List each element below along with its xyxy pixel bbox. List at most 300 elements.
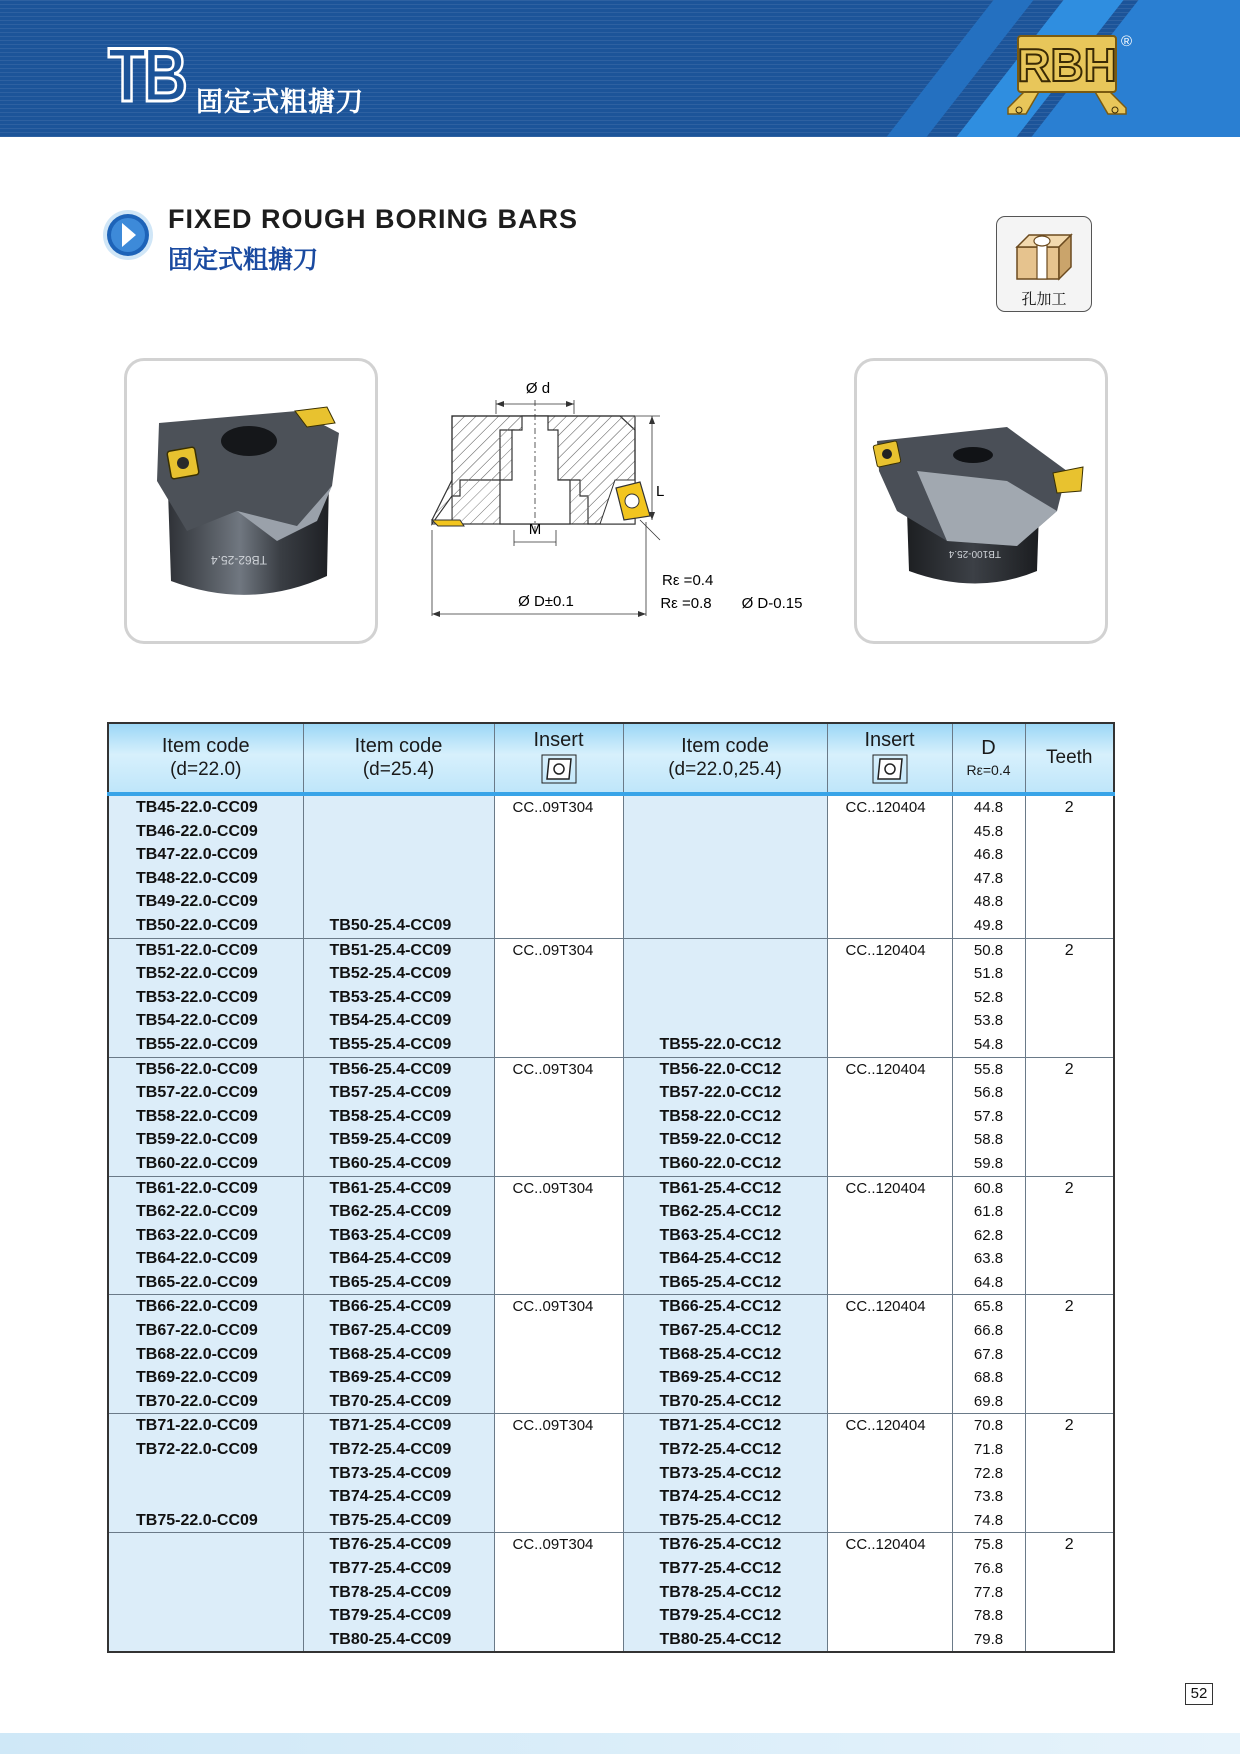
table-row	[108, 1295, 1114, 1414]
cell-value: 73.8	[973, 1488, 1004, 1506]
cell-spacer	[1026, 914, 1114, 938]
cell-spacer	[1026, 820, 1114, 844]
cell-value	[304, 796, 494, 820]
table-row	[108, 1057, 1114, 1176]
col-insert-2	[827, 1533, 952, 1652]
cell-spacer	[1026, 1081, 1114, 1105]
cell-spacer	[495, 1343, 623, 1367]
cell-value: CC..09T304	[512, 1417, 594, 1435]
col-insert-2	[827, 938, 952, 1057]
col-item-code-25	[303, 1414, 494, 1533]
col-item-code-22	[108, 1295, 303, 1414]
cell-value	[624, 1009, 827, 1033]
cell-value: TB50-25.4-CC09	[329, 916, 452, 934]
cell-spacer	[828, 1271, 952, 1295]
cell-value: 60.8	[973, 1179, 1004, 1197]
cell-value: TB52-22.0-CC09	[136, 965, 258, 983]
col-item-code-25	[303, 1057, 494, 1176]
cell-value: 74.8	[973, 1511, 1004, 1529]
cell-spacer	[1026, 1247, 1114, 1271]
cell-value: TB60-22.0-CC09	[136, 1154, 258, 1172]
cell-value: 2	[1064, 1536, 1074, 1554]
cell-value: TB69-25.4-CC09	[329, 1369, 452, 1387]
cell-value: TB77-25.4-CC09	[329, 1560, 452, 1577]
cell-value: 50.8	[973, 941, 1004, 959]
cell-value: TB55-25.4-CC09	[329, 1035, 452, 1053]
cell-spacer	[1026, 1485, 1114, 1509]
cell-value: 65.8	[973, 1298, 1004, 1316]
cell-spacer	[828, 1009, 952, 1033]
cell-spacer	[495, 890, 623, 914]
cell-spacer	[1026, 1319, 1114, 1343]
cell-value: TB70-25.4-CC09	[329, 1392, 452, 1410]
cell-value: 2	[1064, 1179, 1074, 1197]
cell-value: 46.8	[973, 846, 1004, 864]
cell-value: 48.8	[973, 893, 1004, 911]
page-number: 52	[1185, 1683, 1213, 1705]
table-row	[108, 1414, 1114, 1533]
col-insert-1	[494, 938, 623, 1057]
cell-value: TB64-22.0-CC09	[136, 1250, 258, 1268]
cell-spacer	[495, 1009, 623, 1033]
cell-value: TB54-22.0-CC09	[136, 1012, 258, 1030]
cell-value	[109, 1628, 303, 1652]
boring-bar-illustration-left	[127, 361, 375, 641]
header-c1: Item code (d=22.0)	[108, 723, 303, 794]
cell-spacer	[828, 1247, 952, 1271]
cell-value	[109, 1581, 303, 1605]
cell-value: TB52-25.4-CC09	[329, 965, 452, 983]
cell-value: TB65-25.4-CC09	[329, 1273, 452, 1291]
cell-spacer	[1026, 843, 1114, 867]
cell-value: 2	[1064, 1298, 1074, 1316]
dim-dd: Ø D±0.1	[518, 593, 574, 610]
cell-value: 66.8	[973, 1322, 1004, 1340]
badge-label: 孔加工	[1021, 291, 1067, 308]
dim-l: L	[656, 483, 665, 500]
cell-value: TB75-25.4-CC12	[659, 1511, 782, 1529]
cell-value: 56.8	[973, 1084, 1004, 1102]
cell-value: TB62-25.4-CC09	[329, 1203, 452, 1221]
cell-value: 55.8	[973, 1060, 1004, 1078]
cell-spacer	[828, 1200, 952, 1224]
cell-value: TB74-25.4-CC09	[329, 1488, 452, 1506]
cell-value: CC..09T304	[512, 1060, 594, 1078]
cell-value: TB75-22.0-CC09	[136, 1511, 258, 1529]
cell-value: 59.8	[973, 1154, 1004, 1172]
cell-value	[304, 890, 494, 914]
cell-value: TB58-25.4-CC09	[329, 1107, 452, 1125]
cell-value: TB66-25.4-CC09	[329, 1298, 452, 1316]
cell-spacer	[495, 843, 623, 867]
header-d: D Rε=0.4	[952, 723, 1025, 794]
logo-text: RBH	[1017, 39, 1117, 91]
cell-spacer	[495, 914, 623, 938]
cell-value: CC..09T304	[512, 1536, 594, 1554]
col-d	[952, 1057, 1025, 1176]
cell-value: TB49-22.0-CC09	[136, 893, 258, 911]
col-item-code-cc12	[623, 1295, 827, 1414]
cell-value: 57.8	[973, 1107, 1004, 1125]
cell-value: TB64-25.4-CC09	[329, 1250, 452, 1268]
cell-spacer	[1026, 1152, 1114, 1176]
cell-value: TB65-25.4-CC12	[659, 1273, 782, 1291]
col-item-code-25	[303, 938, 494, 1057]
cell-value: 49.8	[973, 916, 1004, 934]
cell-value: TB63-25.4-CC12	[659, 1226, 782, 1244]
cell-value: TB55-22.0-CC09	[136, 1035, 258, 1053]
cell-value: TB57-22.0-CC09	[136, 1084, 258, 1102]
cell-spacer	[495, 1271, 623, 1295]
cell-value: 63.8	[973, 1250, 1004, 1268]
cell-value: TB56-22.0-CC12	[659, 1060, 782, 1078]
cell-spacer	[495, 1033, 623, 1057]
cell-value: TB65-22.0-CC09	[136, 1273, 258, 1291]
cell-value	[109, 1533, 303, 1557]
dim-d: Ø d	[525, 380, 551, 397]
cell-value: 76.8	[973, 1560, 1004, 1577]
col-insert-2	[827, 1414, 952, 1533]
col-insert-1	[494, 1414, 623, 1533]
cell-value	[624, 796, 827, 820]
cell-spacer	[828, 890, 952, 914]
cell-spacer	[1026, 1366, 1114, 1390]
cell-spacer	[828, 962, 952, 986]
cell-value: TB72-22.0-CC09	[136, 1441, 258, 1459]
cell-spacer	[1026, 867, 1114, 891]
product-photo-left	[124, 358, 378, 644]
cell-value: CC..120404	[845, 1298, 926, 1316]
header-c2: Item code (d=25.4)	[303, 723, 494, 794]
cell-spacer	[495, 1462, 623, 1486]
cell-value: CC..120404	[845, 1060, 926, 1078]
insert-icon	[541, 754, 577, 784]
cell-value: TB53-25.4-CC09	[329, 988, 452, 1006]
cell-spacer	[828, 1462, 952, 1486]
cell-value: TB76-25.4-CC09	[329, 1536, 452, 1554]
cell-value: TB57-25.4-CC09	[329, 1084, 452, 1102]
col-d	[952, 794, 1025, 938]
cell-value: 72.8	[973, 1464, 1004, 1482]
cell-value: TB73-25.4-CC12	[659, 1464, 782, 1482]
registered-mark: ®	[1121, 33, 1133, 50]
cell-spacer	[1026, 1128, 1114, 1152]
cell-spacer	[495, 1200, 623, 1224]
col-teeth	[1025, 1414, 1114, 1533]
header-insert-2: Insert	[827, 723, 952, 794]
cell-value: CC..09T304	[512, 1298, 594, 1316]
cell-value	[624, 962, 827, 986]
col-item-code-cc12	[623, 1057, 827, 1176]
col-insert-2	[827, 1176, 952, 1295]
cell-value	[624, 843, 827, 867]
col-insert-1	[494, 794, 623, 938]
header-insert-1: Insert	[494, 723, 623, 794]
col-insert-2	[827, 794, 952, 938]
col-item-code-22	[108, 1176, 303, 1295]
cell-value: TB68-25.4-CC09	[329, 1345, 452, 1363]
cell-value	[624, 820, 827, 844]
cell-spacer	[495, 1319, 623, 1343]
cell-value: TB79-25.4-CC12	[659, 1607, 782, 1625]
cell-value: TB72-25.4-CC09	[329, 1441, 452, 1459]
cell-value: 62.8	[973, 1226, 1004, 1244]
col-insert-1	[494, 1176, 623, 1295]
cell-value: 69.8	[973, 1392, 1004, 1410]
cell-spacer	[495, 1105, 623, 1129]
cell-spacer	[495, 867, 623, 891]
cell-value: 2	[1064, 1417, 1074, 1435]
item-code-table	[107, 722, 1115, 1653]
table-row	[108, 938, 1114, 1057]
cell-value: TB80-25.4-CC12	[659, 1630, 782, 1648]
cell-value: TB70-22.0-CC09	[136, 1392, 258, 1410]
cell-value: TB58-22.0-CC09	[136, 1107, 258, 1125]
cell-spacer	[1026, 1009, 1114, 1033]
cell-value: TB50-22.0-CC09	[136, 916, 258, 934]
cell-value: 2	[1064, 941, 1074, 959]
cell-value: TB63-22.0-CC09	[136, 1226, 258, 1244]
cell-value: CC..120404	[845, 1417, 926, 1435]
cell-value: TB57-22.0-CC12	[659, 1084, 782, 1102]
cell-value: 51.8	[973, 965, 1004, 983]
cell-spacer	[828, 1319, 952, 1343]
cell-value: TB66-25.4-CC12	[659, 1298, 782, 1316]
cell-value: TB53-22.0-CC09	[136, 988, 258, 1006]
cell-value: 75.8	[973, 1536, 1004, 1554]
cell-value: TB63-25.4-CC09	[329, 1226, 452, 1244]
col-item-code-22	[108, 1057, 303, 1176]
cell-value: 2	[1064, 799, 1074, 816]
cell-value: CC..09T304	[512, 799, 594, 816]
cell-spacer	[495, 1509, 623, 1533]
cell-value: TB76-25.4-CC12	[659, 1536, 782, 1554]
cell-spacer	[495, 1604, 623, 1628]
cell-spacer	[1026, 1200, 1114, 1224]
cell-value: TB68-22.0-CC09	[136, 1345, 258, 1363]
cell-spacer	[1026, 1343, 1114, 1367]
cell-value	[624, 914, 827, 938]
cell-value: TB51-22.0-CC09	[136, 941, 258, 959]
table-row	[108, 1533, 1114, 1652]
cell-value: TB48-22.0-CC09	[136, 869, 258, 887]
product-photo-right	[854, 358, 1108, 644]
cell-value	[624, 939, 827, 963]
col-d	[952, 1533, 1025, 1652]
cell-spacer	[1026, 1509, 1114, 1533]
cell-spacer	[828, 1366, 952, 1390]
cell-spacer	[828, 986, 952, 1010]
col-item-code-22	[108, 1414, 303, 1533]
col-teeth	[1025, 794, 1114, 938]
table-header-row	[108, 723, 1114, 794]
cell-spacer	[1026, 1581, 1114, 1605]
cell-value: 52.8	[973, 988, 1004, 1006]
cell-value: TB66-22.0-CC09	[136, 1298, 258, 1316]
col-item-code-25	[303, 1533, 494, 1652]
technical-drawing	[420, 370, 840, 620]
cell-spacer	[1026, 986, 1114, 1010]
col-item-code-25	[303, 1176, 494, 1295]
col-teeth	[1025, 1295, 1114, 1414]
cell-value: TB69-25.4-CC12	[659, 1369, 782, 1387]
cell-spacer	[1026, 1628, 1114, 1652]
cell-spacer	[495, 1128, 623, 1152]
cell-value: TB56-22.0-CC09	[136, 1060, 258, 1078]
cell-spacer	[828, 867, 952, 891]
cell-value: TB51-25.4-CC09	[329, 941, 452, 959]
hole-machining-badge	[996, 216, 1092, 312]
cell-value: TB45-22.0-CC09	[136, 799, 258, 816]
col-d	[952, 1176, 1025, 1295]
cell-spacer	[828, 1557, 952, 1581]
cell-spacer	[1026, 1390, 1114, 1414]
cell-spacer	[495, 1081, 623, 1105]
cell-value: TB74-25.4-CC12	[659, 1488, 782, 1506]
col-teeth	[1025, 938, 1114, 1057]
cell-spacer	[495, 1485, 623, 1509]
cell-spacer	[1026, 890, 1114, 914]
cell-value: TB56-25.4-CC09	[329, 1060, 452, 1078]
section-title-en: FIXED ROUGH BORING BARS	[168, 204, 579, 234]
col-item-code-cc12	[623, 1176, 827, 1295]
cell-value: TB59-22.0-CC12	[659, 1131, 782, 1149]
col-item-code-22	[108, 1533, 303, 1652]
header-teeth: Teeth	[1025, 723, 1114, 794]
series-code: TB	[108, 33, 185, 118]
cell-value: 54.8	[973, 1035, 1004, 1053]
table-row	[108, 794, 1114, 938]
cell-value: TB46-22.0-CC09	[136, 822, 258, 840]
cell-spacer	[1026, 1604, 1114, 1628]
cell-value: 71.8	[973, 1441, 1004, 1459]
cell-spacer	[828, 1485, 952, 1509]
cell-value	[304, 843, 494, 867]
cell-spacer	[495, 820, 623, 844]
cell-spacer	[495, 1366, 623, 1390]
cell-spacer	[1026, 1033, 1114, 1057]
cell-value: 61.8	[973, 1203, 1004, 1221]
cell-value: 77.8	[973, 1583, 1004, 1601]
cell-spacer	[495, 1224, 623, 1248]
section-title-cn: 固定式粗搪刀	[168, 246, 319, 274]
cell-spacer	[828, 1628, 952, 1652]
cell-value: TB69-22.0-CC09	[136, 1369, 258, 1387]
cell-value	[624, 986, 827, 1010]
cell-value: TB70-25.4-CC12	[659, 1392, 782, 1410]
cell-value: TB67-22.0-CC09	[136, 1322, 258, 1340]
cell-value: TB64-25.4-CC12	[659, 1250, 782, 1268]
cell-value: CC..120404	[845, 941, 926, 959]
cell-value: TB60-25.4-CC09	[329, 1154, 452, 1172]
cell-value: TB72-25.4-CC12	[659, 1441, 782, 1459]
col-insert-1	[494, 1057, 623, 1176]
cell-spacer	[828, 1105, 952, 1129]
cell-value: TB79-25.4-CC09	[329, 1607, 452, 1625]
cell-spacer	[828, 1128, 952, 1152]
cell-value	[304, 867, 494, 891]
cell-spacer	[1026, 962, 1114, 986]
cell-value: CC..120404	[845, 1536, 926, 1554]
cell-value: TB75-25.4-CC09	[329, 1511, 452, 1529]
col-insert-2	[827, 1295, 952, 1414]
cell-spacer	[828, 843, 952, 867]
cell-value: TB67-25.4-CC12	[659, 1322, 782, 1340]
section-arrow-icon	[102, 209, 154, 261]
cell-spacer	[495, 986, 623, 1010]
dim-dm: Ø D-0.15	[741, 595, 803, 612]
col-insert-2	[827, 1057, 952, 1176]
cell-value: TB62-22.0-CC09	[136, 1203, 258, 1221]
cell-value	[624, 867, 827, 891]
cell-value: 79.8	[973, 1630, 1004, 1648]
cell-value: 2	[1064, 1060, 1074, 1078]
cell-spacer	[1026, 1271, 1114, 1295]
cell-spacer	[1026, 1224, 1114, 1248]
header-c4: Item code (d=22.0,25.4)	[623, 723, 827, 794]
cell-spacer	[495, 962, 623, 986]
col-insert-1	[494, 1533, 623, 1652]
cell-spacer	[828, 1509, 952, 1533]
cell-value	[109, 1557, 303, 1581]
cell-spacer	[828, 1081, 952, 1105]
col-d	[952, 938, 1025, 1057]
col-item-code-22	[108, 938, 303, 1057]
cell-spacer	[828, 1224, 952, 1248]
cell-spacer	[828, 1390, 952, 1414]
engraving-left: TB62-25.4	[210, 553, 267, 567]
cell-spacer	[1026, 1438, 1114, 1462]
col-item-code-cc12	[623, 938, 827, 1057]
col-d	[952, 1295, 1025, 1414]
dim-m: M	[528, 521, 542, 538]
cell-value: TB60-22.0-CC12	[659, 1154, 782, 1172]
cell-value: 78.8	[973, 1607, 1004, 1625]
cell-value: 44.8	[973, 799, 1004, 816]
cell-spacer	[495, 1557, 623, 1581]
cell-value: 70.8	[973, 1417, 1004, 1435]
cell-value: TB47-22.0-CC09	[136, 846, 258, 864]
cell-spacer	[495, 1247, 623, 1271]
col-insert-1	[494, 1295, 623, 1414]
cell-value: TB78-25.4-CC09	[329, 1583, 452, 1601]
cell-spacer	[828, 1438, 952, 1462]
col-teeth	[1025, 1533, 1114, 1652]
cell-value: TB58-22.0-CC12	[659, 1107, 782, 1125]
cell-spacer	[828, 1033, 952, 1057]
col-d	[952, 1414, 1025, 1533]
col-teeth	[1025, 1057, 1114, 1176]
cell-spacer	[828, 820, 952, 844]
cell-value: TB78-25.4-CC12	[659, 1583, 782, 1601]
cell-spacer	[495, 1390, 623, 1414]
insert-icon	[872, 754, 908, 784]
cell-spacer	[495, 1152, 623, 1176]
cell-spacer	[828, 914, 952, 938]
cell-value: TB71-25.4-CC09	[329, 1417, 452, 1435]
cell-value	[304, 820, 494, 844]
cell-value: TB71-22.0-CC09	[136, 1417, 258, 1435]
cell-value: TB61-22.0-CC09	[136, 1179, 258, 1197]
cell-value: TB80-25.4-CC09	[329, 1630, 452, 1648]
cell-value	[109, 1604, 303, 1628]
cell-value: 45.8	[973, 822, 1004, 840]
cell-value: 64.8	[973, 1273, 1004, 1291]
cell-value: TB67-25.4-CC09	[329, 1322, 452, 1340]
dim-r2: Rε =0.8	[660, 595, 712, 612]
engraving-right: TB100-25.4	[948, 548, 1001, 559]
cell-value: 53.8	[973, 1012, 1004, 1030]
